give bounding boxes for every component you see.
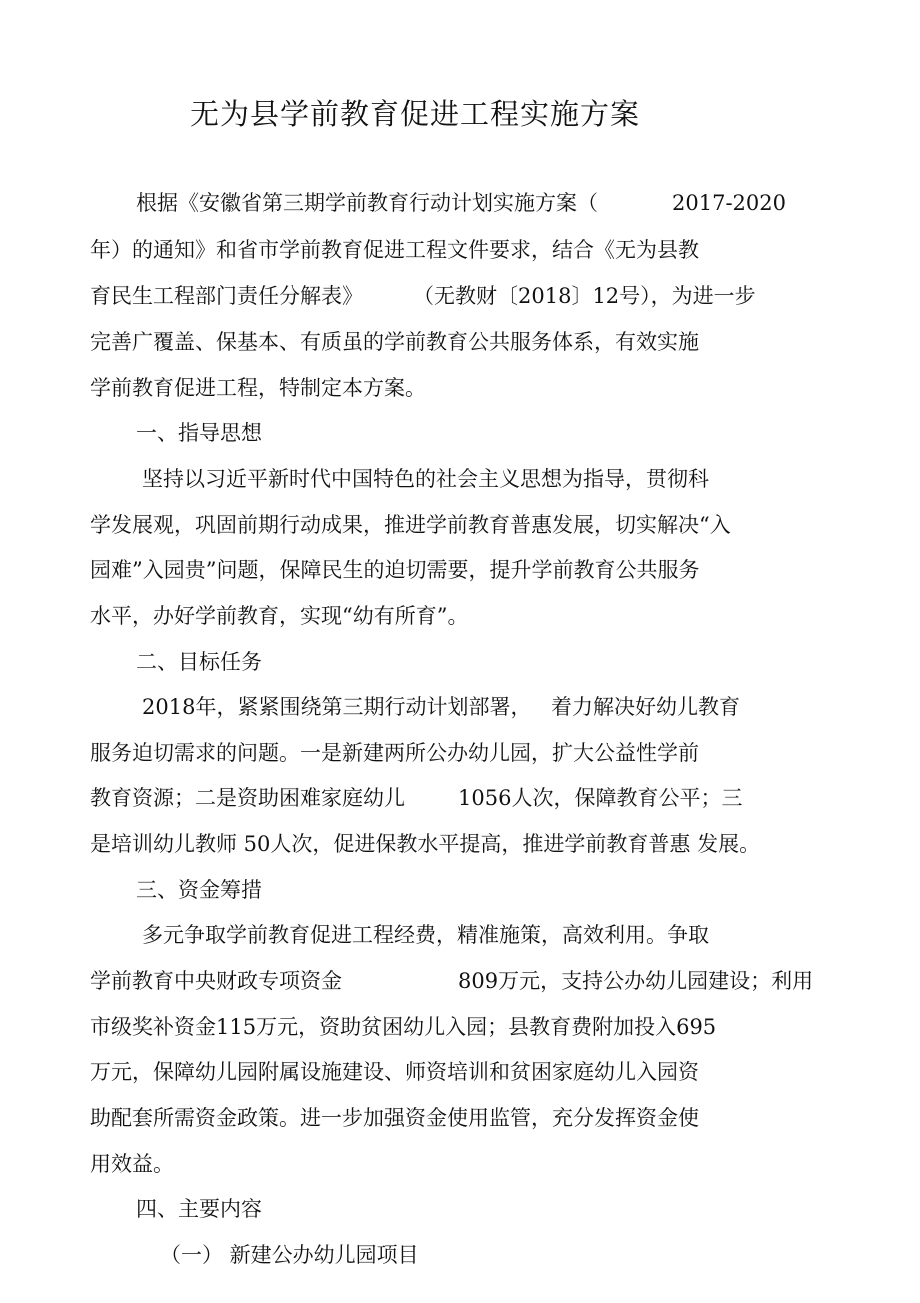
paragraph-line: 多元争取学前教育促进工程经费，精准施策，高效利用。争取	[142, 923, 709, 947]
paragraph-line: 学前教育促进工程，特制定本方案。	[90, 376, 426, 400]
paragraph-line: 是培训幼儿教师 50人次，促进保教水平提高，推进学前教育普惠 发展。	[90, 832, 761, 856]
section-heading: 四、主要内容	[136, 1197, 262, 1221]
paragraph-line: （无教财〔2018〕12号），为进一步	[413, 284, 756, 308]
paragraph-line: 完善广覆盖、保基本、有质虽的学前教育公共服务体系，有效实施	[90, 330, 699, 354]
paragraph-line: 服务迫切需求的问题。一是新建两所公办幼儿园，扩大公益性学前	[90, 741, 699, 765]
paragraph-line: 用效益。	[90, 1152, 174, 1176]
paragraph-line: 坚持以习近平新时代中国特色的社会主义思想为指导，贯彻科	[142, 467, 709, 491]
paragraph-line: 2018年，紧紧围绕第三期行动计划部署，	[142, 695, 532, 719]
paragraph-line: 万元，保障幼儿园附属设施建设、师资培训和贫困家庭幼儿入园资	[90, 1060, 699, 1084]
paragraph-line: 园难”入园贵”问题，保障民生的迫切需要，提升学前教育公共服务	[90, 558, 700, 582]
paragraph-line: 2017-2020	[672, 191, 786, 215]
paragraph-line: 1056人次，保障教育公平；三	[458, 786, 743, 810]
paragraph-line: 教育资源；二是资助困难家庭幼儿	[90, 786, 405, 810]
paragraph-line: 年）的通知》和省市学前教育促进工程文件要求，结合《无为县教	[90, 238, 699, 262]
section-heading: 一、指导思想	[136, 421, 262, 445]
paragraph-line: 根据《安徽省第三期学前教育行动计划实施方案（	[136, 191, 598, 215]
paragraph-line: 学发展观，巩固前期行动成果，推进学前教育普惠发展，切实解决“入	[90, 513, 731, 537]
paragraph-line: 809万元，支持公办幼儿园建设；利用	[458, 969, 814, 993]
paragraph-line: 水平，办好学前教育，实现“幼有所育”。	[90, 604, 469, 628]
paragraph-line: 市级奖补资金115万元，资助贫困幼儿入园；县教育费附加投入695	[90, 1015, 717, 1039]
paragraph-line: 助配套所需资金政策。进一步加强资金使用监管，充分发挥资金使	[90, 1106, 699, 1130]
paragraph-line: 育民生工程部门责任分解表》	[90, 284, 363, 308]
document-title: 无为县学前教育促进工程实施方案	[190, 97, 641, 131]
section-heading: 二、目标任务	[136, 650, 262, 674]
subsection-heading: （一） 新建公办幼儿园项目	[160, 1243, 419, 1267]
paragraph-line: 学前教育中央财政专项资金	[90, 969, 342, 993]
paragraph-line: 着力解决好幼儿教育	[551, 695, 740, 719]
section-heading: 三、资金筹措	[136, 878, 262, 902]
